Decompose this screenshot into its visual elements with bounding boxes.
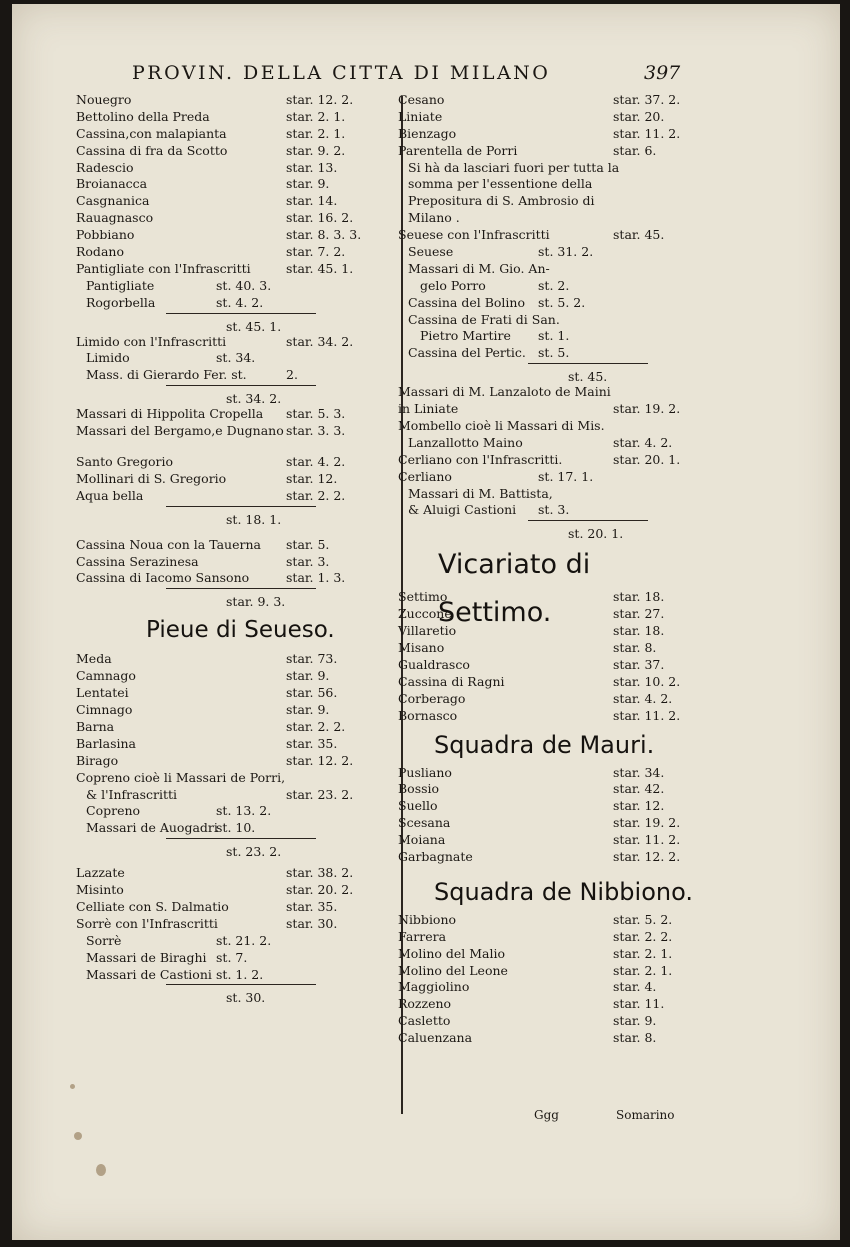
place-name: Bossio [398, 781, 440, 797]
place-name: & l'Infrascritti [86, 786, 178, 802]
entry-row [76, 736, 391, 753]
place-name: Molino del Malio [398, 945, 506, 961]
entry-row [76, 109, 391, 126]
tax-value: star. 20. 2. [286, 882, 354, 898]
left-column [76, 92, 391, 1005]
tax-value: star. 56. [286, 685, 338, 701]
subtotal [76, 837, 391, 859]
ink-stain [70, 1084, 75, 1089]
running-header [12, 62, 840, 86]
subtotal-rule [166, 838, 316, 839]
entry-row [76, 193, 391, 210]
place-name: Cassina di fra da Scotto [76, 142, 228, 158]
subtotal-value: st. 30. [226, 990, 266, 1006]
tax-value: star. 12. 2. [286, 92, 354, 107]
subtotal [76, 505, 391, 527]
place-name: Casgnanica [76, 193, 150, 209]
entry-row [76, 685, 391, 702]
entry-row [76, 176, 391, 193]
entry-row [76, 160, 391, 177]
place-name: Misano [398, 640, 445, 656]
tax-value: star. 5. 3. [286, 406, 346, 422]
entry-row [398, 929, 710, 946]
tax-value: star. 12. [286, 470, 338, 486]
tax-value: star. 37. [613, 656, 665, 672]
tax-value: star. 13. [286, 159, 338, 175]
tax-value: star. 12. [613, 798, 665, 814]
entry-row [398, 640, 710, 657]
entry-row [76, 406, 391, 423]
entry-row [398, 278, 710, 295]
place-name: Bienzago [398, 125, 457, 141]
tax-value: st. 3. [538, 502, 570, 518]
place-name: Radescio [76, 159, 134, 175]
tax-value: st. 5. 2. [538, 294, 586, 310]
entry-row [398, 781, 710, 798]
entry-row [76, 210, 391, 227]
tax-value: star. 45. 1. [286, 260, 354, 276]
tax-value: st. 7. [216, 949, 248, 965]
tax-value: star. 7. 2. [286, 244, 346, 260]
place-name: Garbagnate [398, 848, 473, 864]
entry-row [398, 606, 710, 623]
place-name: Meda [76, 651, 112, 667]
ink-stain [96, 1164, 106, 1176]
entry-row [398, 401, 710, 418]
place-name: Corberago [398, 690, 466, 706]
entry-row [398, 160, 710, 177]
tax-value: star. 16. 2. [286, 210, 354, 226]
tax-value: st. 13. 2. [216, 803, 272, 819]
place-name: Mombello cioè li Massari di Mis. [398, 418, 605, 434]
tax-value: st. 17. 1. [538, 468, 594, 484]
ink-stain [74, 1132, 82, 1140]
entry-row [398, 708, 710, 725]
entry-row [398, 143, 710, 160]
subtotal [76, 384, 391, 406]
place-name: Molino del Leone [398, 962, 508, 978]
tax-value: star. 2. 2. [286, 718, 346, 734]
place-name: Limido [86, 350, 130, 366]
place-name: Cassina del Bolino [408, 294, 525, 310]
entry-row [398, 328, 710, 345]
entry-row [398, 623, 710, 640]
entry-row [76, 126, 391, 143]
place-name: Pantigliate con l'Infrascritti [76, 260, 251, 276]
subtotal-rule [166, 313, 316, 314]
place-name: Barna [76, 718, 115, 734]
entry-row [398, 418, 710, 435]
tax-value: st. 31. 2. [538, 244, 594, 260]
tax-value: star. 3. 3. [286, 423, 346, 439]
entry-row [398, 979, 710, 996]
place-name: Massari di M. Battista, [408, 485, 553, 501]
section-heading: Pieue di Seueso. [146, 617, 335, 644]
entry-row [398, 589, 710, 606]
entry-row [76, 295, 391, 312]
entry-row [398, 312, 710, 329]
entry-row [398, 295, 710, 312]
tax-value: star. 19. 2. [613, 401, 681, 417]
place-name: Suello [398, 798, 438, 814]
tax-value: star. 5. [286, 536, 330, 552]
tax-value: star. 4. 2. [613, 434, 673, 450]
place-name: Mollinari di S. Gregorio [76, 470, 227, 486]
place-name: Copreno cioè li Massari de Porri, [76, 769, 286, 785]
entry-row [76, 916, 391, 933]
subtotal-value: st. 34. 2. [226, 391, 282, 407]
tax-value: star. 18. [613, 623, 665, 639]
place-name: Pantigliate [86, 277, 155, 293]
tax-value: star. 34. 2. [286, 333, 354, 349]
entry-row [398, 996, 710, 1013]
place-name: Moiana [398, 832, 446, 848]
entry-row [398, 469, 710, 486]
tax-value: star. 23. 2. [286, 786, 354, 802]
entry-row [76, 651, 391, 668]
entry-row [76, 471, 391, 488]
entry-row [398, 849, 710, 866]
entry-row [76, 899, 391, 916]
entry-row [76, 787, 391, 804]
subtotal [76, 587, 391, 609]
entry-row [398, 1013, 710, 1030]
tax-value: star. 10. 2. [613, 673, 681, 689]
tax-value: star. 3. [286, 553, 330, 569]
entry-row [76, 423, 391, 440]
tax-value: st. 10. [216, 820, 256, 836]
tax-value: st. 1. 2. [216, 966, 264, 982]
place-name: Milano . [408, 210, 460, 226]
entry-row [398, 691, 710, 708]
subtotal-value: st. 45. [568, 369, 608, 385]
entry-row [398, 946, 710, 963]
subtotal-rule [166, 588, 316, 589]
place-name: Cassina,con malapianta [76, 125, 227, 141]
tax-value: star. 35. [286, 898, 338, 914]
entry-row [398, 193, 710, 210]
tax-value: st. 5. [538, 345, 570, 361]
place-name: Cassina Noua con la Tauerna [76, 536, 261, 552]
place-name: Cassina Serazinesa [76, 553, 199, 569]
entry-row [76, 950, 391, 967]
place-name: somma per l'essentione della [408, 176, 593, 192]
section-heading: Squadra de Nibbiono. [434, 877, 693, 906]
page-number: 397 [644, 62, 681, 84]
place-name: Lentatei [76, 685, 129, 701]
place-name: Si hà da lasciari fuori per tutta la [408, 159, 620, 175]
book-page [12, 4, 840, 1240]
tax-value: star. 8. [613, 1030, 657, 1046]
tax-value: star. 1. 3. [286, 570, 346, 586]
place-name: Nibbiono [398, 911, 457, 927]
tax-value: star. 45. [613, 227, 665, 243]
place-name: Copreno [86, 803, 141, 819]
place-name: Cassina di Iacomo Sansono [76, 570, 250, 586]
tax-value: star. 9. [286, 176, 330, 192]
tax-value: star. 8. [613, 640, 657, 656]
tax-value: star. 11. 2. [613, 832, 681, 848]
entry-row [76, 244, 391, 261]
entry-row [398, 126, 710, 143]
place-name: Cesano [398, 92, 445, 107]
place-name: Lazzate [76, 865, 125, 881]
place-name: Caluenzana [398, 1030, 473, 1046]
place-name: Seuese con l'Infrascritti [398, 227, 550, 243]
entry-row [398, 674, 710, 691]
section-heading: Squadra de Mauri. [434, 730, 655, 759]
place-name: Misinto [76, 882, 124, 898]
entry-row [398, 657, 710, 674]
subtotal-value: st. 20. 1. [568, 526, 624, 542]
place-name: Seuese [408, 244, 454, 260]
place-name: Pusliano [398, 764, 452, 780]
entry-row [398, 486, 710, 503]
entry-row [398, 765, 710, 782]
place-name: Massari di Hippolita Cropella [76, 406, 264, 422]
tax-value: star. 73. [286, 651, 338, 667]
place-name: Farrera [398, 928, 447, 944]
tax-value: star. 37. 2. [613, 92, 681, 107]
place-name: Bornasco [398, 707, 458, 723]
place-name: Zuccone [398, 606, 452, 622]
place-name: in Liniate [398, 401, 459, 417]
subtotal-value: st. 18. 1. [226, 511, 282, 527]
tax-value: star. 9. [286, 702, 330, 718]
entry-row [398, 176, 710, 193]
tax-value: star. 12. 2. [286, 752, 354, 768]
subtotal [398, 362, 710, 384]
subtotal-rule [166, 984, 316, 985]
place-name: Cassina di Ragni [398, 673, 505, 689]
place-name: Massari de Auogadri [86, 820, 218, 836]
tax-value: star. 35. [286, 735, 338, 751]
entry-row [398, 502, 710, 519]
tax-value: star. 18. [613, 589, 665, 605]
tax-value: star. 9. [286, 668, 330, 684]
place-name: Massari di M. Gio. An- [408, 260, 550, 276]
tax-value: star. 4. [613, 979, 657, 995]
tax-value: star. 11. [613, 996, 665, 1012]
tax-value: star. 34. [613, 764, 665, 780]
subtotal-value: st. 23. 2. [226, 844, 282, 860]
tax-value: star. 9. 2. [286, 142, 346, 158]
tax-value: star. 2. 1. [286, 125, 346, 141]
tax-value: star. 4. 2. [613, 690, 673, 706]
entry-row [76, 719, 391, 736]
tax-value: st. 40. 3. [216, 277, 272, 293]
place-name: Santo Gregorio [76, 454, 173, 470]
entry-row [398, 227, 710, 244]
place-name: Celliate con S. Dalmatio [76, 898, 229, 914]
subtotal [398, 519, 710, 541]
entry-row [398, 963, 710, 980]
entry-row [76, 967, 391, 984]
tax-value: star. 14. [286, 193, 338, 209]
entry-row [76, 227, 391, 244]
tax-value: st. 21. 2. [216, 932, 272, 948]
entry-row [76, 334, 391, 351]
place-name: Rozzeno [398, 996, 452, 1012]
place-name: Pobbiano [76, 227, 135, 243]
tax-value: star. 38. 2. [286, 865, 354, 881]
entry-row [398, 832, 710, 849]
place-name: Cassina de Frati di San. [408, 311, 560, 327]
place-name: Broianacca [76, 176, 148, 192]
entry-row [398, 912, 710, 929]
place-name: Mass. di Gierardo Fer. st. [86, 367, 247, 383]
spacer [76, 440, 391, 454]
place-name: Birago [76, 752, 119, 768]
place-name: Lanzallotto Maino [408, 434, 523, 450]
tax-value: st. 34. [216, 350, 256, 366]
tax-value: star. 20. [613, 108, 665, 124]
place-name: Cerliano [398, 468, 452, 484]
entry-row [398, 435, 710, 452]
place-name: Rodano [76, 244, 124, 260]
subtotal-rule [166, 385, 316, 386]
entry-row [398, 109, 710, 126]
place-name: Rogorbella [86, 294, 156, 310]
subtotal [76, 983, 391, 1005]
header-title: PROVIN. DELLA CITTA DI MILANO [132, 62, 551, 84]
entry-row [76, 278, 391, 295]
entry-row [398, 815, 710, 832]
tax-value: star. 11. 2. [613, 707, 681, 723]
entry-row [398, 798, 710, 815]
right-column [398, 92, 710, 1047]
entry-row [76, 537, 391, 554]
entry-row [398, 210, 710, 227]
place-name: Scesana [398, 815, 451, 831]
place-name: Massari de Biraghi [86, 949, 207, 965]
entry-row [76, 865, 391, 882]
place-name: Sorrè con l'Infrascritti [76, 915, 218, 931]
place-name: Massari di M. Lanzaloto de Maini [398, 384, 611, 400]
tax-value: star. 6. [613, 142, 657, 158]
place-name: Maggiolino [398, 979, 470, 995]
tax-value: star. 42. [613, 781, 665, 797]
subtotal-rule [528, 363, 648, 364]
section-heading: Vicariato di Settimo. [438, 549, 591, 629]
subtotal-rule [166, 506, 316, 507]
tax-value: star. 30. [286, 915, 338, 931]
entry-row [398, 345, 710, 362]
tax-value: star. 11. 2. [613, 125, 681, 141]
tax-value: st. 1. [538, 328, 570, 344]
place-name: Cerliano con l'Infrascritti. [398, 451, 563, 467]
place-name: Camnago [76, 668, 136, 684]
entry-row [76, 488, 391, 505]
entry-row [398, 384, 710, 401]
tax-value: star. 20. 1. [613, 451, 681, 467]
place-name: Pietro Martire [420, 328, 511, 344]
tax-value: star. 2. 1. [613, 945, 673, 961]
signature-mark: Ggg [534, 1108, 559, 1122]
tax-value: star. 4. 2. [286, 454, 346, 470]
entry-row [76, 803, 391, 820]
tax-value: star. 2. 1. [286, 108, 346, 124]
entry-row [398, 261, 710, 278]
tax-value: star. 8. 3. 3. [286, 227, 362, 243]
entry-row [398, 1030, 710, 1047]
tax-value: star. 9. [613, 1013, 657, 1029]
tax-value: star. 12. 2. [613, 848, 681, 864]
place-name: gelo Porro [420, 277, 486, 293]
subtotal-rule [528, 520, 648, 521]
place-name: Cassina del Pertic. [408, 345, 526, 361]
subtotal [76, 312, 391, 334]
tax-value: star. 27. [613, 606, 665, 622]
place-name: Villaretio [398, 623, 457, 639]
catchword: Somarino [616, 1108, 675, 1122]
entry-row [76, 350, 391, 367]
entry-row [76, 753, 391, 770]
place-name: Massari de Castioni [86, 966, 212, 982]
place-name: Prepositura di S. Ambrosio di [408, 193, 595, 209]
tax-value: st. 4. 2. [216, 294, 264, 310]
place-name: Barlasina [76, 735, 136, 751]
entry-row [76, 668, 391, 685]
place-name: Aqua bella [76, 487, 144, 503]
entry-row [76, 933, 391, 950]
tax-value: star. 19. 2. [613, 815, 681, 831]
entry-row [76, 367, 391, 384]
place-name: & Aluigi Castioni [408, 502, 517, 518]
entry-row [398, 452, 710, 469]
place-name: Gualdrasco [398, 656, 470, 672]
entry-row [398, 92, 710, 109]
entry-row [76, 882, 391, 899]
tax-value: star. 5. 2. [613, 911, 673, 927]
entry-row [76, 554, 391, 571]
entry-row [76, 820, 391, 837]
place-name: Massari del Bergamo,e Dugnano [76, 423, 284, 439]
place-name: Cimnago [76, 702, 133, 718]
place-name: Casletto [398, 1013, 451, 1029]
place-name: Limido con l'Infrascritti [76, 333, 227, 349]
subtotal-value: st. 45. 1. [226, 318, 282, 334]
place-name: Liniate [398, 108, 443, 124]
place-name: Rauagnasco [76, 210, 154, 226]
entry-row [76, 143, 391, 160]
subtotal-value: star. 9. 3. [226, 594, 286, 610]
entry-row [76, 570, 391, 587]
entry-row [76, 770, 391, 787]
entry-row [76, 261, 391, 278]
tax-value: star. 2. 1. [613, 962, 673, 978]
place-name: Parentella de Porri [398, 142, 518, 158]
place-name: Sorrè [86, 932, 122, 948]
tax-value: 2. [286, 367, 298, 383]
entry-row [76, 92, 391, 109]
tax-value: star. 2. 2. [613, 928, 673, 944]
tax-value: st. 2. [538, 277, 570, 293]
place-name: Settimo [398, 589, 448, 605]
tax-value: star. 2. 2. [286, 487, 346, 503]
place-name: Nouegro [76, 92, 132, 107]
place-name: Bettolino della Preda [76, 108, 210, 124]
entry-row [76, 454, 391, 471]
entry-row [398, 244, 710, 261]
entry-row [76, 702, 391, 719]
